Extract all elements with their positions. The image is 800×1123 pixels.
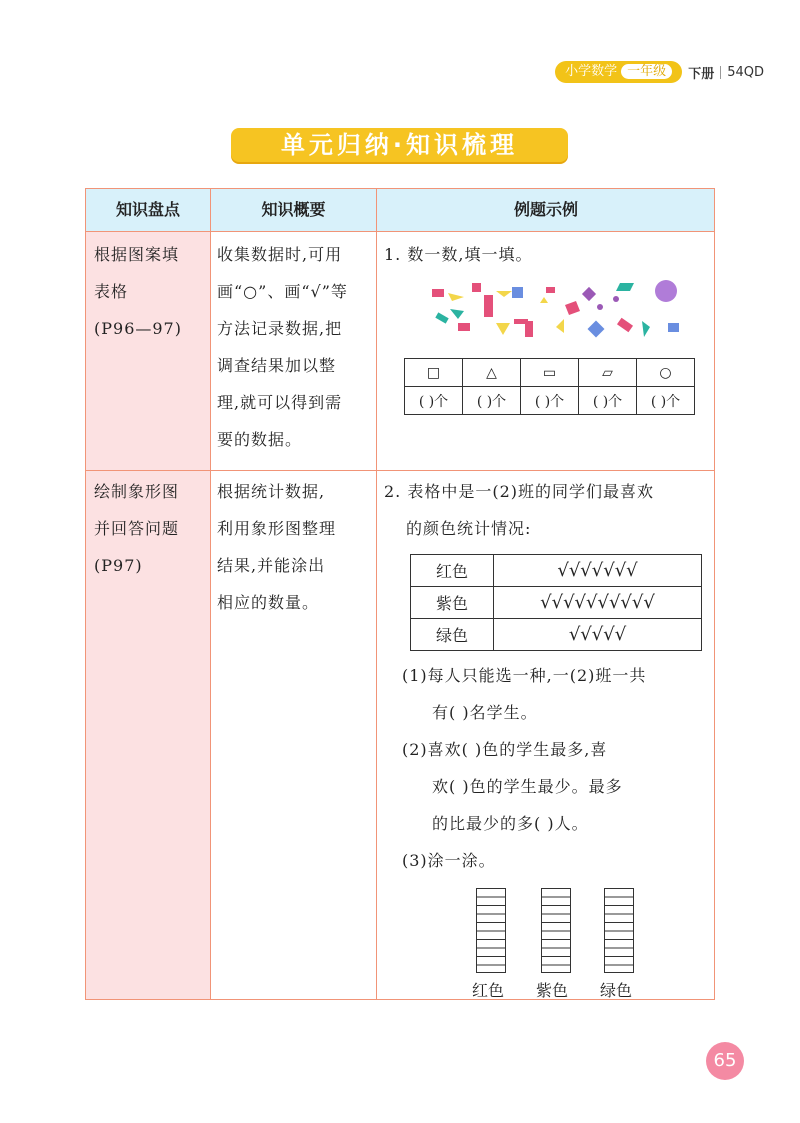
count-blank[interactable]: ( )个	[637, 387, 695, 415]
page-number: 65	[706, 1042, 744, 1080]
count-blank[interactable]: ( )个	[405, 387, 463, 415]
header-example: 例题示例	[513, 200, 578, 219]
color-tally-table: 红色 √√√√√√√ 紫色 √√√√√√√√√√ 绿色 √√√√√	[410, 554, 702, 651]
row1-question: 1. 数一数,填一填。	[384, 245, 533, 264]
circle-icon: ○	[637, 359, 695, 387]
edition-code: 54QD	[727, 64, 764, 80]
header-topic: 知识盘点	[115, 200, 180, 219]
bar-purple[interactable]	[541, 888, 571, 973]
tally-green: √√√√√	[494, 619, 702, 651]
square-icon: □	[405, 359, 463, 387]
tally-purple: √√√√√√√√√√	[494, 587, 702, 619]
page-header	[555, 61, 764, 83]
triangle-icon: △	[463, 359, 521, 387]
count-blank[interactable]: ( )个	[579, 387, 637, 415]
row2-topic: 绘制象形图 并回答问题 (P97)	[94, 482, 180, 575]
row1-summary: 收集数据时,可用 画“○”、画“√”等 方法记录数据,把 调查结果加以整 理,就可以得到需 要的数据。	[217, 245, 348, 449]
row2-subquestions: (1)每人只能选一种,一(2)班一共 有( )名学生。 (2)喜欢( )色的学生最多,喜 欢( )色的学生最少。最多 的比最少的多( )人。 (3)涂一涂。	[402, 666, 647, 870]
row2-question: 2. 表格中是一(2)班的同学们最喜欢 的颜色统计情况:	[384, 482, 655, 538]
row1-topic: 根据图案填 表格 (P96—97)	[94, 245, 182, 338]
section-banner: 单元归纳·知识梳理	[231, 128, 568, 162]
row2-summary: 根据统计数据, 利用象形图整理 结果,并能涂出 相应的数量。	[217, 482, 337, 612]
table-header	[86, 189, 714, 232]
rectangle-icon: ▭	[521, 359, 579, 387]
scattered-shapes	[420, 275, 685, 345]
bar-red[interactable]	[476, 888, 506, 973]
count-blank[interactable]: ( )个	[521, 387, 579, 415]
parallelogram-icon: ▱	[579, 359, 637, 387]
shape-count-table	[404, 358, 695, 415]
bar-label-purple: 紫色	[536, 981, 569, 1000]
grade-badge: 小学数学 一年级	[555, 61, 682, 83]
bar-label-green: 绿色	[600, 981, 633, 1000]
tally-red: √√√√√√√	[494, 555, 702, 587]
count-blank[interactable]: ( )个	[463, 387, 521, 415]
header-summary: 知识概要	[261, 200, 326, 219]
bar-label-red: 红色	[472, 981, 505, 1000]
volume-label: 下册	[688, 66, 715, 82]
bar-green[interactable]	[604, 888, 634, 973]
